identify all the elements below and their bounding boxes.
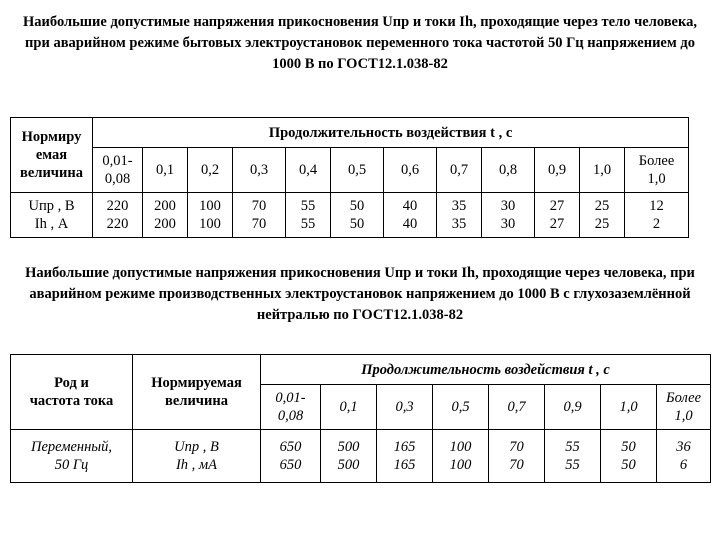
table2-duration-cell: 0,7 [489, 385, 545, 430]
table2-value-cell: 500 500 [321, 430, 377, 483]
table2-duration-cell: 1,0 [601, 385, 657, 430]
table1-value-cell: 100 100 [188, 193, 233, 238]
table1-duration-cell: 0,9 [535, 148, 580, 193]
table1-value-cell: 55 55 [286, 193, 331, 238]
table2-duration-cell: 0,5 [433, 385, 489, 430]
table2-value-cell: 100 100 [433, 430, 489, 483]
table2-duration-cell: 0,9 [545, 385, 601, 430]
table1-duration-cell: 0,3 [233, 148, 286, 193]
table2-duration-cell: 0,01- 0,08 [261, 385, 321, 430]
table1-duration-cell: 0,6 [384, 148, 437, 193]
table1-duration-cell: 0,7 [437, 148, 482, 193]
table1-value-cell: 35 35 [437, 193, 482, 238]
table2-value-cell: 36 6 [657, 430, 711, 483]
table1-value-cell: 70 70 [233, 193, 286, 238]
table1-duration-header: Продолжительность воздействия t , с [93, 118, 689, 148]
table1-duration-cell: 0,5 [331, 148, 384, 193]
table2-value-cell: 70 70 [489, 430, 545, 483]
table1-duration-cell: 0,8 [482, 148, 535, 193]
table1-duration-cell: 0,1 [143, 148, 188, 193]
table2-quantity: Uпр , В Ih , мА [133, 430, 261, 483]
table2-duration-header: Продолжительность воздействия t , с [261, 355, 711, 385]
table1-duration-cell: 1,0 [580, 148, 625, 193]
table2-title: Наибольшие допустимые напряжения прикосновения Uпр и токи Ih, проходящие через человека, при аварийном режиме производственных электроустановок напряжением до 1000 В с глухозаземлённой нейтралью по ГОСТ12.1.038-82 [25, 265, 695, 323]
table1-duration-cell: 0,01- 0,08 [93, 148, 143, 193]
table2-value-cell: 50 50 [601, 430, 657, 483]
table1 [10, 117, 689, 238]
table1-value-cell: 50 50 [331, 193, 384, 238]
table1-value-cell: 200 200 [143, 193, 188, 238]
table1-duration-cell: Более 1,0 [625, 148, 689, 193]
table1-duration-cell: 0,4 [286, 148, 331, 193]
table2 [10, 354, 711, 483]
table1-title: Наибольшие допустимые напряжения прикосновения Uпр и токи Ih, проходящие через тело человека, при аварийном режиме бытовых электроустановок переменного тока частотой 50 Гц напряжением до 1000 В по ГОСТ12.1.038-82 [23, 14, 697, 72]
table1-value-cell: 12 2 [625, 193, 689, 238]
table1-value-cell: 40 40 [384, 193, 437, 238]
table2-col1-header: Род и частота тока [11, 355, 133, 430]
table2-duration-cell: 0,1 [321, 385, 377, 430]
table2-value-cell: 165 165 [377, 430, 433, 483]
table1-value-cell: 25 25 [580, 193, 625, 238]
table1-value-cell: 27 27 [535, 193, 580, 238]
table2-col2-header: Нормируемая величина [133, 355, 261, 430]
table2-duration-cell: Более 1,0 [657, 385, 711, 430]
table1-value-cell: 30 30 [482, 193, 535, 238]
table2-duration-cell: 0,3 [377, 385, 433, 430]
table1-corner: Нормиру емая величина [11, 118, 93, 193]
table2-current-type: Переменный, 50 Гц [11, 430, 133, 483]
table1-value-cell: 220 220 [93, 193, 143, 238]
table1-duration-cell: 0,2 [188, 148, 233, 193]
table2-value-cell: 650 650 [261, 430, 321, 483]
table2-value-cell: 55 55 [545, 430, 601, 483]
table1-row-label: Uпр , В Ih , А [11, 193, 93, 238]
